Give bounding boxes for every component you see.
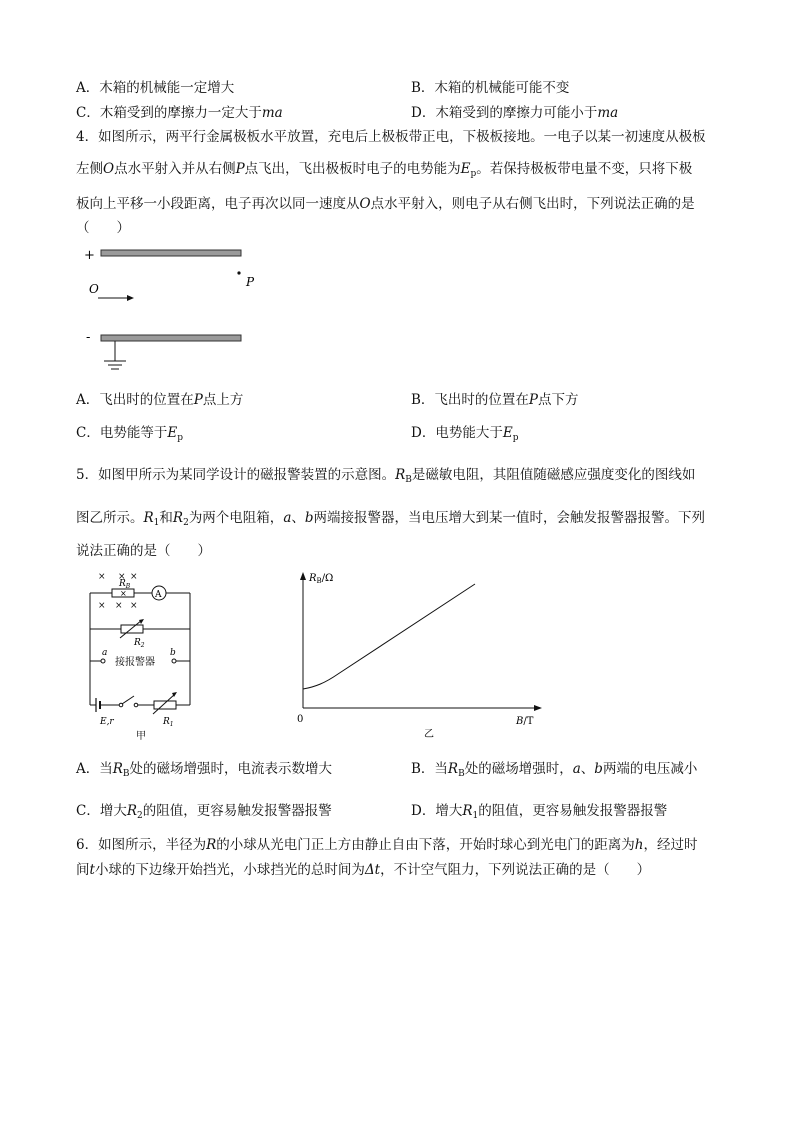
q3-option-c[interactable]: C．木箱受到的摩擦力一定大于ma	[76, 105, 283, 121]
q4-option-b[interactable]: B．飞出时的位置在P点下方	[411, 392, 579, 408]
terminal-b	[172, 659, 176, 663]
r2-label: $R_2$	[134, 638, 145, 649]
ammeter-label: A	[155, 590, 162, 600]
q6-stem-line1: 6．如图所示，半径为R的小球从光电门正上方由静止自由下落，开始时球心到光电门的距离为h，经过时	[76, 837, 698, 853]
q5-stem-line2: 图乙所示。$R_1$和$R_2$为两个电阻箱，a、b两端接报警器，当电压增大到某一值时，会触发报警器报警。下列	[76, 510, 706, 528]
point-p-dot	[237, 271, 240, 274]
q4-stem-line1: 4．如图所示，两平行金属极板水平放置，充电后上极板带正电，下极板接地。一电子以某一初速度从极板	[76, 129, 706, 145]
upper-plate	[101, 250, 241, 256]
rb-cross: ×	[120, 589, 127, 598]
field-cross: ×	[98, 572, 106, 582]
q6-stem-line2: 间t小球的下边缘开始挡光，小球挡光的总时间为Δt，不计空气阻力，下列说法正确的是（ ）	[76, 862, 651, 878]
q4-stem-line2: 左侧O点水平射入并从右侧P点飞出，飞出极板时电子的电势能为$E_p$。若保持极板带电量不变，只将下极	[76, 161, 693, 179]
origin-label: 0	[297, 714, 304, 725]
y-axis-arrow	[300, 572, 306, 580]
r1-label: $R_1$	[163, 717, 174, 728]
plus-sign: +	[84, 248, 95, 263]
q5-stem-line3: 说法正确的是（ ）	[76, 543, 211, 559]
battery-label: E,r	[100, 717, 114, 727]
q4-option-d[interactable]: D．电势能大于$E_p$	[411, 425, 519, 443]
q5-graph-figure	[290, 566, 550, 744]
alarm-label: 接报警器	[115, 657, 155, 668]
x-axis-label: B/T	[516, 716, 534, 727]
q5-circuit-figure	[84, 568, 204, 744]
field-cross: ×	[130, 601, 138, 611]
q3-option-b[interactable]: B．木箱的机械能可能不变	[411, 80, 570, 96]
q4-answer-blank: （ ）	[76, 220, 130, 236]
q5-option-d[interactable]: D．增大$R_1$的阻值，更容易触发报警器报警	[411, 803, 668, 821]
minus-sign: -	[86, 330, 91, 345]
terminal-a-label: a	[102, 648, 108, 658]
field-cross: ×	[115, 601, 123, 611]
q4-stem-line3: 板向上平移一小段距离，电子再次以同一速度从O点水平射入，则电子从右侧飞出时，下列说法正确的是	[76, 196, 695, 212]
q4-option-a[interactable]: A．飞出时的位置在P点上方	[76, 392, 244, 408]
resistor-box-r2	[121, 625, 143, 633]
q3-option-a[interactable]: A．木箱的机械能一定增大	[76, 80, 235, 96]
rb-b-curve	[303, 584, 475, 689]
q5-option-b[interactable]: B．当$R_B$处的磁场增强时，a、b两端的电压减小	[411, 761, 698, 779]
lower-plate	[101, 335, 241, 341]
q5-option-c[interactable]: C．增大$R_2$的阻值，更容易触发报警器报警	[76, 803, 332, 821]
figure-caption-jia: 甲	[136, 731, 146, 742]
q5-option-a[interactable]: A．当$R_B$处的磁场增强时，电流表示数增大	[76, 761, 333, 779]
point-p-label: P	[246, 275, 255, 289]
rb-label: $R_B$	[119, 579, 131, 590]
y-axis-label: $R_B/\Omega$	[309, 573, 334, 585]
velocity-arrowhead	[127, 295, 134, 301]
field-cross: ×	[98, 601, 106, 611]
q3-option-d[interactable]: D．木箱受到的摩擦力可能小于ma	[411, 105, 619, 121]
field-cross: ×	[130, 572, 138, 582]
q4-capacitor-figure	[80, 243, 270, 383]
figure-caption-yi: 乙	[424, 729, 434, 740]
terminal-a	[101, 659, 105, 663]
q4-option-c[interactable]: C．电势能等于$E_p$	[76, 425, 183, 443]
point-o-label: O	[89, 282, 99, 296]
x-axis-arrow	[534, 705, 542, 711]
terminal-b-label: b	[170, 648, 176, 658]
q5-stem-line1: 5．如图甲所示为某同学设计的磁报警装置的示意图。$R_B$是磁敏电阻，其阻值随磁感应强度变化的图线如	[76, 467, 696, 485]
field-cross: ×	[118, 572, 126, 582]
resistor-box-r1	[154, 701, 176, 709]
